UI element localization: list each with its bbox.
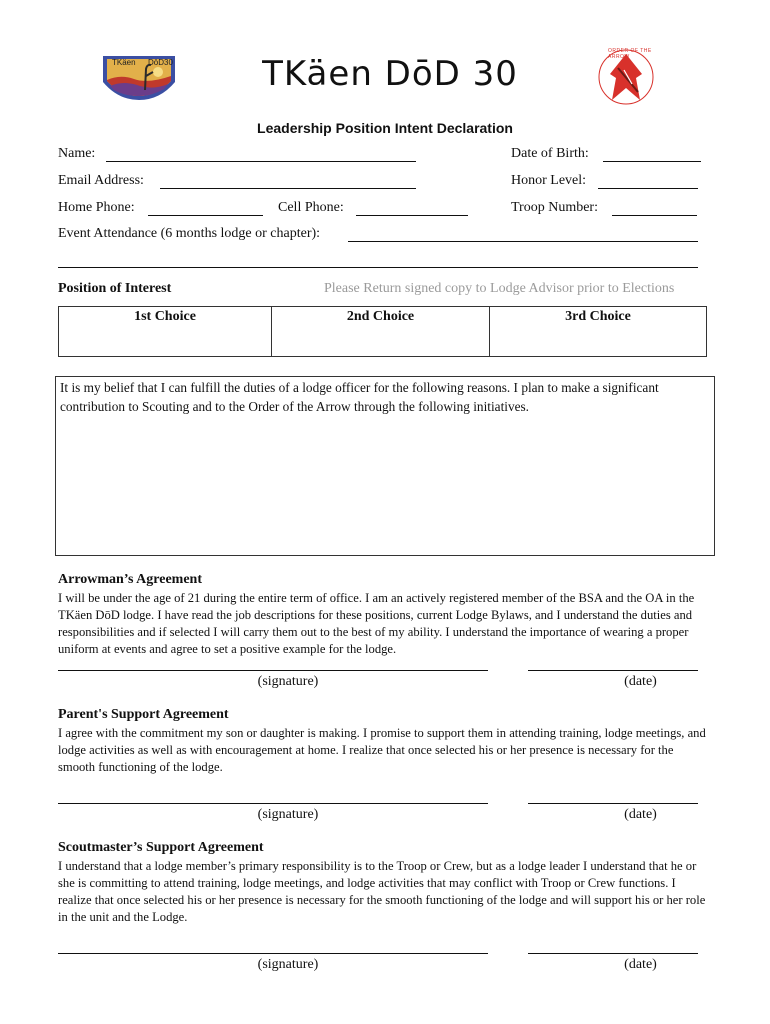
form-title: Leadership Position Intent Declaration bbox=[257, 120, 513, 136]
second-choice-cell[interactable] bbox=[272, 307, 490, 356]
cell-phone-label: Cell Phone: bbox=[278, 200, 344, 215]
honor-label: Honor Level: bbox=[511, 173, 587, 188]
event-field-line-2[interactable] bbox=[58, 267, 698, 268]
patch-text-left: TKäen bbox=[112, 58, 136, 67]
belief-text: It is my belief that I can fulfill the duties of a lodge officer for the following reasons. I plan to make a significant contribution to Scouting and to the Order of the Arrow through the following initiatives. bbox=[60, 380, 659, 414]
name-field[interactable] bbox=[106, 161, 416, 162]
arrowman-signature-label: (signature) bbox=[257, 674, 319, 689]
parent-signature-line[interactable] bbox=[58, 803, 488, 804]
parent-date-label: (date) bbox=[624, 807, 657, 822]
dob-field[interactable] bbox=[603, 161, 701, 162]
position-label: Position of Interest bbox=[58, 281, 172, 296]
dob-label: Date of Birth: bbox=[511, 146, 589, 161]
first-choice-label: 1st Choice bbox=[134, 309, 196, 324]
event-label: Event Attendance (6 months lodge or chapter): bbox=[58, 226, 321, 241]
scoutmaster-title: Scoutmaster’s Support Agreement bbox=[58, 840, 264, 855]
lodge-patch-logo bbox=[100, 52, 178, 102]
third-choice-cell[interactable] bbox=[490, 307, 706, 356]
oa-arrowhead-logo bbox=[596, 48, 656, 106]
honor-field[interactable] bbox=[598, 188, 698, 189]
scoutmaster-signature-label: (signature) bbox=[257, 957, 319, 972]
arrowman-text: I will be under the age of 21 during the entire term of office. I am an actively registered member of the BSA and the OA in the TKäen DōD lodge. I have read the job descriptions for these positions, current Lodge Bylaws, and I understand the duties and responsibilities and if selected I will carry them out to the best of my ability. I understand the importance of wearing a proper uniform at events and agree to set a positive example for the lodge. bbox=[58, 591, 695, 656]
choices-table bbox=[58, 306, 707, 357]
first-choice-cell[interactable] bbox=[59, 307, 272, 356]
arrowman-date-label: (date) bbox=[624, 674, 657, 689]
scoutmaster-signature-line[interactable] bbox=[58, 953, 488, 954]
return-note: Please Return signed copy to Lodge Advisor prior to Elections bbox=[324, 281, 675, 296]
home-phone-field[interactable] bbox=[148, 215, 263, 216]
second-choice-label: 2nd Choice bbox=[346, 309, 415, 324]
scoutmaster-text: I understand that a lodge member’s primary responsibility is to the Troop or Crew, but as a lodge leader I understand that he or she is committing to attend training, lodge meetings, and lodge activities that may conflict with Troop or Crew functions. I realize that once selected his or her presence is necessary for the smooth functioning of the lodge and will support his or her role in the unit and the Lodge. bbox=[58, 859, 706, 924]
parent-date-line[interactable] bbox=[528, 803, 698, 804]
arrowman-signature-line[interactable] bbox=[58, 670, 488, 671]
event-field[interactable] bbox=[348, 241, 698, 242]
scoutmaster-date-line[interactable] bbox=[528, 953, 698, 954]
lodge-title: TKäen DōD 30 bbox=[262, 54, 518, 94]
email-label: Email Address: bbox=[58, 173, 144, 188]
oa-logo-text: ORDER OF THE ARROW bbox=[608, 48, 652, 60]
home-phone-label: Home Phone: bbox=[58, 200, 135, 215]
parent-text: I agree with the commitment my son or daughter is making. I promise to support them in attending training, lodge meetings, and lodge activities as well as with encouragement at home. I realize that once selected his or her presence is necessary for the smooth functioning of the lodge. bbox=[58, 726, 706, 774]
troop-label: Troop Number: bbox=[511, 200, 598, 215]
arrowman-title: Arrowman’s Agreement bbox=[58, 572, 202, 587]
troop-field[interactable] bbox=[612, 215, 697, 216]
email-field[interactable] bbox=[160, 188, 416, 189]
name-label: Name: bbox=[58, 146, 96, 161]
third-choice-label: 3rd Choice bbox=[565, 309, 631, 324]
cell-phone-field[interactable] bbox=[356, 215, 468, 216]
parent-title: Parent's Support Agreement bbox=[58, 707, 229, 722]
scoutmaster-date-label: (date) bbox=[624, 957, 657, 972]
patch-text-right: DōD30 bbox=[148, 58, 173, 67]
belief-box[interactable] bbox=[55, 376, 715, 556]
parent-signature-label: (signature) bbox=[257, 807, 319, 822]
arrowman-date-line[interactable] bbox=[528, 670, 698, 671]
